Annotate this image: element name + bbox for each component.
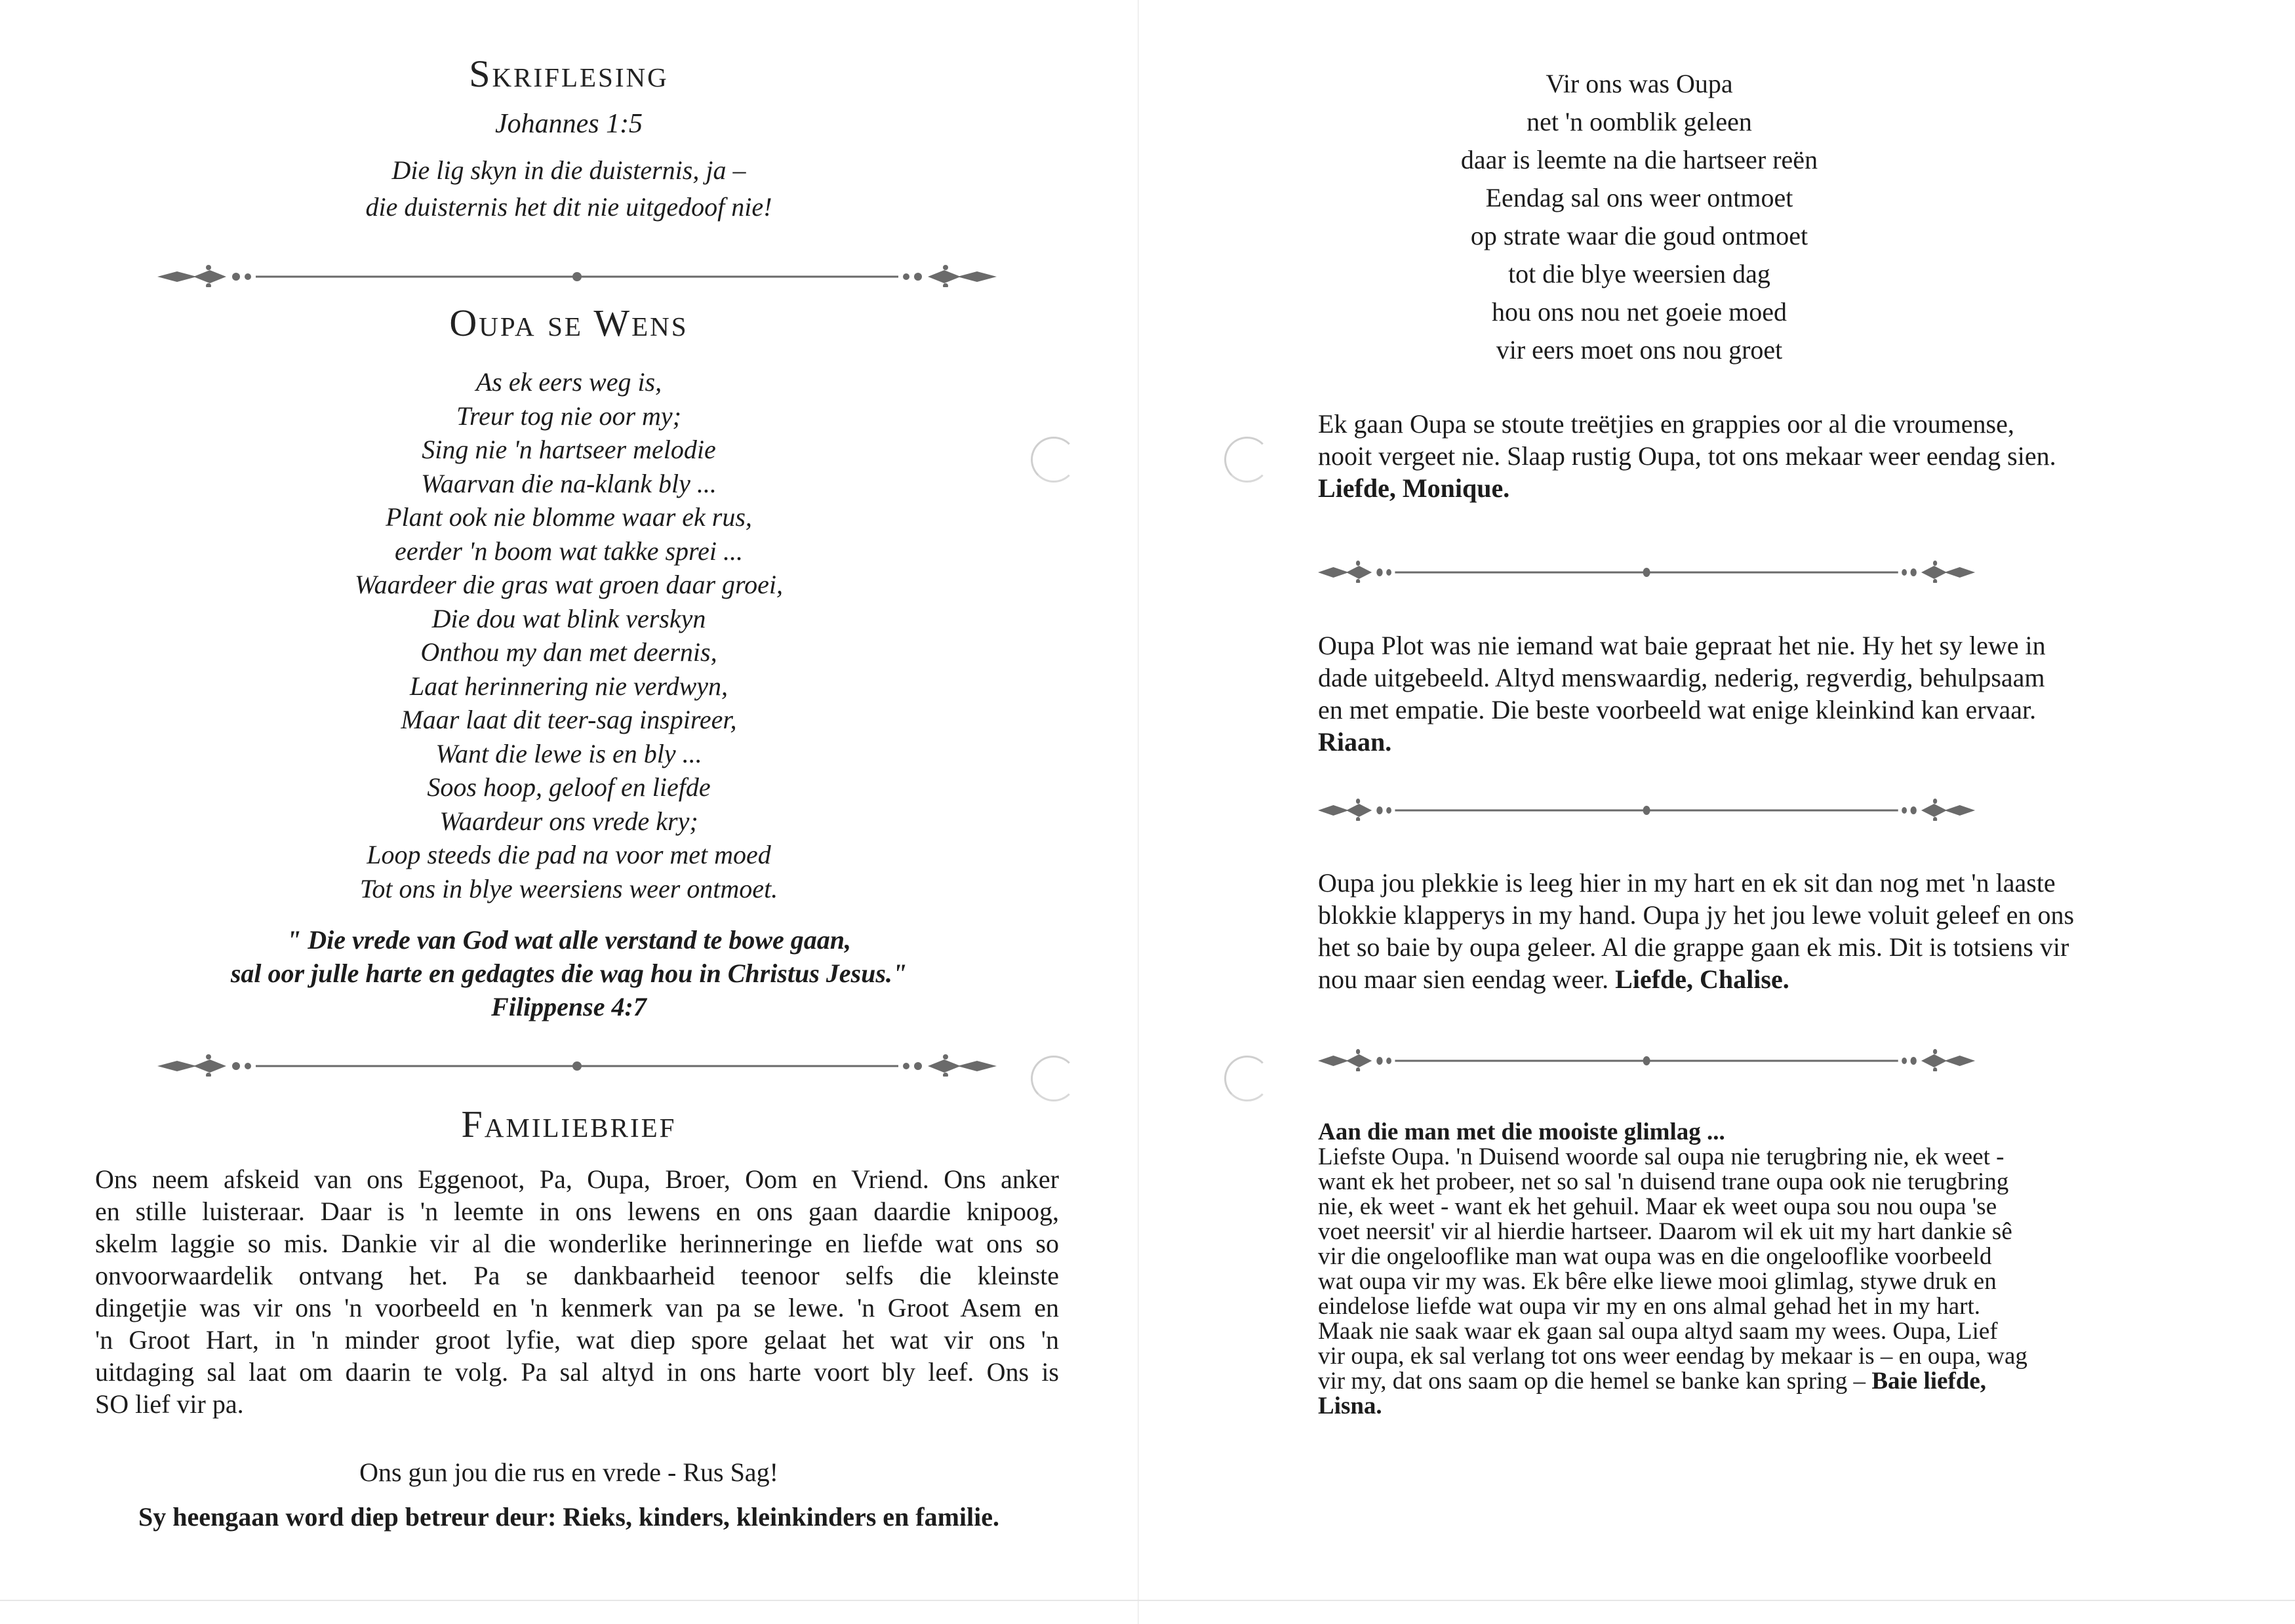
tribute-line: blokkie klapperys in my hand. Oupa jy het jou lewe voluit geleef en ons [1318,900,2075,930]
tribute-line: nie, ek weet - want ek het gehuil. Maar ek weet oupa sou nou oupa 'se [1318,1193,1997,1220]
letter-line: skelm laggie so mis. Dankie vir al die wonderlike herinneringe en liefde wat ons so [95,1229,1059,1258]
right-page [1138,0,2295,1624]
poem-line: Want die lewe is en bly ... [435,738,702,768]
tribute-signature: Lisna. [1318,1393,1382,1419]
poem-line: Eendag sal ons weer ontmoet [1485,183,1793,212]
familiebrief-heading: Familiebrief [461,1103,677,1145]
poem-line: Maar laat dit teer-sag inspireer, [401,705,737,734]
poem-line: op strate waar die goud ontmoet [1470,221,1808,250]
tribute-line: nooit vergeet nie. Slaap rustig Oupa, tot ons mekaar weer eendag sien. [1318,441,2056,471]
poem-line: vir eers moet ons nou groet [1496,335,1783,365]
tribute-line: het so baie by oupa geleer. Al die grappe gaan ek mis. Dit is totsiens vir [1318,932,2069,962]
tribute-line: wat oupa vir my was. Ek bêre elke liewe mooi glimlag, stywe druk en [1318,1268,1997,1295]
tribute-line: dade uitgebeeld. Altyd menswaardig, nederig, regverdig, behulpsaam [1318,663,2045,692]
poem-line: daar is leemte na die hartseer reën [1460,145,1818,174]
farewell-line: Ons gun jou die rus en vrede - Rus Sag! [359,1457,778,1487]
letter-line: dingetjie was vir ons 'n voorbeeld en 'n kenmerk van pa se lewe. 'n Groot Asem en [95,1293,1059,1322]
tribute-line: Liefste Oupa. 'n Duisend woorde sal oupa nie terugbring nie, ek weet - [1318,1143,2005,1170]
tribute-signature: Riaan. [1318,727,1392,757]
ornament-divider [1318,799,1980,814]
letter-line: 'n Groot Hart, in 'n minder groot lyfie, wat diep spore gelaat het wat vir ons 'n [95,1325,1059,1355]
skriflesing-verse [0,152,1138,226]
punch-hole [1224,437,1270,483]
poem-line: Vir ons was Oupa [1546,69,1733,98]
poem-line: Die dou wat blink verskyn [431,603,706,633]
tribute-signature: Liefde, Monique. [1318,473,1510,503]
poem-line: tot die blye weersien dag [1508,259,1770,288]
poem-line: Waarvan die na-klank bly ... [421,468,717,498]
poem-line: Waardeur ons vrede kry; [439,806,698,836]
letter-line: uitdaging sal laat om daarin te volg. Pa sal altyd in ons harte voort bly leef. Ons is [95,1357,1059,1387]
poem-line: eerder 'n boom wat takke sprei ... [394,536,744,566]
poem-line: net 'n oomblik geleen [1527,107,1752,136]
tribute-riaan [1318,629,2046,758]
remembrance-poem [1138,65,2141,369]
tribute-line: nou maar sien eendag weer. [1318,964,1609,994]
tribute-line: voet neersit' vir al hierdie hartseer. Daarom wil ek uit my hart dankie sê [1318,1218,2012,1245]
tribute-line: eindelose liefde wat oupa vir my en ons almal gehad het in my hart. [1318,1293,1980,1320]
ornament-divider [1318,561,1980,576]
poem-line: Soos hoop, geloof en liefde [427,772,711,802]
wens-quote [0,923,1138,1023]
verse-line: Die lig skyn in die duisternis, ja – [391,155,746,185]
left-page [0,0,1138,1624]
tribute-line: want ek het probeer, net so sal 'n duisend trane oupa ook nie terugbring [1318,1168,2009,1195]
quote-line: sal oor julle harte en gedagtes die wag hou in Christus Jesus." [230,959,908,988]
ornament-divider [157,1054,1003,1070]
tribute-line: vir die ongelooflike man wat oupa was en die ongelooflike voorbeeld [1318,1243,1992,1270]
tribute-chalise [1318,867,2075,995]
poem-line: Waardeer die gras wat groen daar groei, [355,570,783,599]
quote-reference: Filippense 4:7 [491,992,647,1021]
mourned-by-line: Sy heengaan word diep betreur deur: Rieks, kinders, kleinkinders en familie. [138,1502,1000,1532]
poem-line: Laat herinnering nie verdwyn, [409,671,728,701]
verse-line: die duisternis het dit nie uitgedoof nie! [365,192,772,222]
skriflesing-reference: Johannes 1:5 [494,109,643,139]
letter-line: en stille luisteraar. Daar is 'n leemte in ons lewens en ons gaan daardie knipoog, [95,1197,1059,1226]
poem-line: Loop steeds die pad na voor met moed [367,840,771,869]
skriflesing-heading: Skriflesing [469,52,669,95]
poem-line: Tot ons in blye weersiens weer ontmoet. [359,873,778,903]
poem-line: Treur tog nie oor my; [456,401,681,431]
tribute-line: Oupa jou plekkie is leeg hier in my hart en ek sit dan nog met 'n laaste [1318,868,2056,898]
familiebrief-text [95,1163,1059,1420]
letter-line: onvoorwaardelik ontvang het. Pa se dankbaarheid teenoor selfs die kleinste [95,1261,1059,1290]
wens-poem [0,365,1138,905]
tribute-title: Aan die man met die mooiste glimlag ... [1318,1119,1725,1145]
tribute-line: Maak nie saak waar ek gaan sal oupa altyd saam my wees. Oupa, Lief [1318,1318,1998,1345]
punch-hole [1224,1056,1270,1101]
ornament-divider [1318,1049,1980,1065]
punch-hole [1031,437,1077,483]
poem-line: Onthou my dan met deernis, [420,637,717,667]
tribute-line: Oupa Plot was nie iemand wat baie gepraat het nie. Hy het sy lewe in [1318,631,2046,660]
wens-heading: Oupa se Wens [449,302,688,344]
tribute-line: vir my, dat ons saam op die hemel se banke kan spring – [1318,1368,1866,1395]
poem-line: hou ons nou net goeie moed [1492,297,1787,327]
punch-hole [1031,1056,1077,1101]
quote-line: " Die vrede van God wat alle verstand te bowe gaan, [287,925,851,955]
tribute-line: Ek gaan Oupa se stoute treëtjies en grappies oor al die vroumense, [1318,409,2014,439]
tribute-signature: Liefde, Chalise. [1615,964,1789,994]
poem-line: Plant ook nie blomme waar ek rus, [386,502,752,532]
letter-line: SO lief vir pa. [95,1389,244,1419]
poem-line: Sing nie 'n hartseer melodie [422,435,716,464]
tribute-signature: Baie liefde, [1871,1368,1986,1395]
tribute-monique [1318,408,2056,504]
poem-line: As ek eers weg is, [475,367,662,397]
tribute-line: en met empatie. Die beste voorbeeld wat enige kleinkind kan ervaar. [1318,695,2037,724]
ornament-divider [157,265,1003,281]
tribute-lisna [1318,1119,2027,1419]
tribute-line: vir oupa, ek sal verlang tot ons weer eendag by mekaar is – en oupa, wag [1318,1343,2027,1370]
letter-line: Ons neem afskeid van ons Eggenoot, Pa, Oupa, Broer, Oom en Vriend. Ons anker [95,1164,1059,1194]
